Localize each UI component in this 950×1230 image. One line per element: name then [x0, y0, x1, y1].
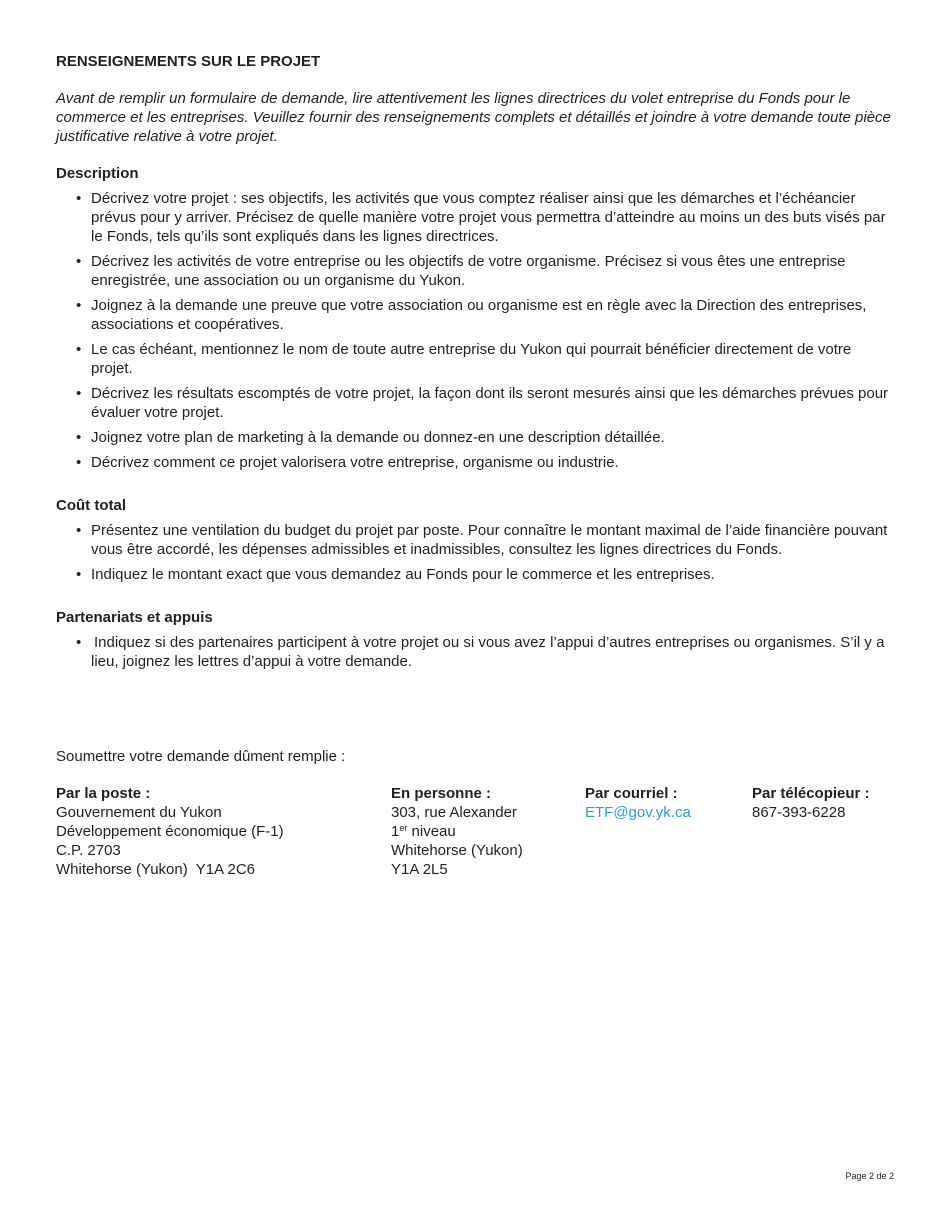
address-line: Whitehorse (Yukon) Y1A 2C6: [56, 861, 255, 878]
address-line: C.P. 2703: [56, 842, 121, 859]
intro-paragraph: Avant de remplir un formulaire de demande, lire attentivement les lignes directrices du volet entreprise du Fonds pour le commerce et les entreprises. Veuillez fournir des renseignements complets et détaillés et joindre à votre demande toute pièce justificative relative à votre projet.: [56, 90, 891, 145]
list-item: • Décrivez les activités de votre entreprise ou les objectifs de votre organisme. Précisez si vous êtes une entreprise enregistrée, une association ou un organisme du Yukon.: [76, 253, 846, 289]
contact-email-label: Par courriel :: [585, 785, 678, 802]
partenariats-list: [56, 633, 896, 671]
address-line: Gouvernement du Yukon: [56, 804, 222, 821]
contact-fax: [752, 784, 870, 822]
address-line: Y1A 2L5: [391, 861, 448, 878]
bullet-icon: •: [76, 429, 82, 446]
contact-in-person-label: En personne :: [391, 785, 492, 802]
floor-line: 1er niveau: [391, 823, 456, 840]
list-item: • Décrivez comment ce projet valorisera votre entreprise, organisme ou industrie.: [76, 454, 619, 471]
bullet-icon: •: [76, 190, 82, 207]
list-item: • Indiquez le montant exact que vous demandez au Fonds pour le commerce et les entreprises.: [76, 566, 715, 583]
list-item: • Indiquez si des partenaires participent à votre projet ou si vous avez l’appui d’autres entreprises ou organismes. S’il y a lieu, joignez les lettres d’appui à votre demande.: [76, 634, 885, 670]
submit-instruction: Soumettre votre demande dûment remplie :: [56, 748, 346, 765]
bullet-icon: •: [76, 385, 82, 402]
list-item: • Décrivez les résultats escomptés de votre projet, la façon dont ils seront mesurés ainsi que les démarches prévues pour évaluer votre projet.: [76, 385, 889, 421]
list-item: • Joignez votre plan de marketing à la demande ou donnez-en une description détaillée.: [76, 429, 665, 446]
fax-number: 867-393-6228: [752, 804, 846, 821]
description-list: [56, 189, 896, 472]
bullet-icon: •: [76, 454, 82, 471]
contact-fax-label: Par télécopieur :: [752, 785, 870, 802]
bullet-icon: •: [76, 341, 82, 358]
list-item: • Présentez une ventilation du budget du projet par poste. Pour connaître le montant maximal de l’aide financière pouvant vous être accordé, les dépenses admissibles et inadmissibles, consultez les lignes directrices du Fonds.: [76, 522, 888, 558]
section-title-description: Description: [56, 165, 139, 182]
list-item: • Le cas échéant, mentionnez le nom de toute autre entreprise du Yukon qui pourrait bénéficier directement de votre projet.: [76, 341, 852, 377]
address-line: 303, rue Alexander: [391, 804, 517, 821]
page-title: RENSEIGNEMENTS SUR LE PROJET: [56, 53, 321, 70]
bullet-icon: •: [76, 522, 82, 539]
list-item: • Joignez à la demande une preuve que votre association ou organisme est en règle avec la Direction des entreprises, associations et coopératives.: [76, 297, 867, 333]
bullet-icon: •: [76, 634, 82, 651]
contact-methods: [56, 784, 896, 884]
bullet-icon: •: [76, 566, 82, 583]
contact-email: [585, 784, 691, 822]
address-line: Développement économique (F-1): [56, 823, 284, 840]
document-page: [56, 52, 896, 884]
bullet-icon: •: [76, 297, 82, 314]
cout-total-list: [56, 521, 896, 584]
bullet-icon: •: [76, 253, 82, 270]
section-title-partenariats: Partenariats et appuis: [56, 609, 213, 626]
section-title-cout-total: Coût total: [56, 497, 126, 514]
email-link[interactable]: ETF@gov.yk.ca: [585, 804, 691, 821]
contact-mail-label: Par la poste :: [56, 785, 151, 802]
address-line: Whitehorse (Yukon): [391, 842, 523, 859]
page-number: Page 2 de 2: [845, 1171, 894, 1181]
contact-mail: [56, 784, 284, 879]
list-item: • Décrivez votre projet : ses objectifs, les activités que vous comptez réaliser ainsi que les démarches et l’échéancier prévus pour y arriver. Précisez de quelle manière votre projet vous permettra d’atteindre au moins un des buts visés par le Fonds, tels qu’ils sont expliqués dans les lignes directrices.: [76, 190, 886, 245]
contact-in-person: [391, 784, 523, 879]
